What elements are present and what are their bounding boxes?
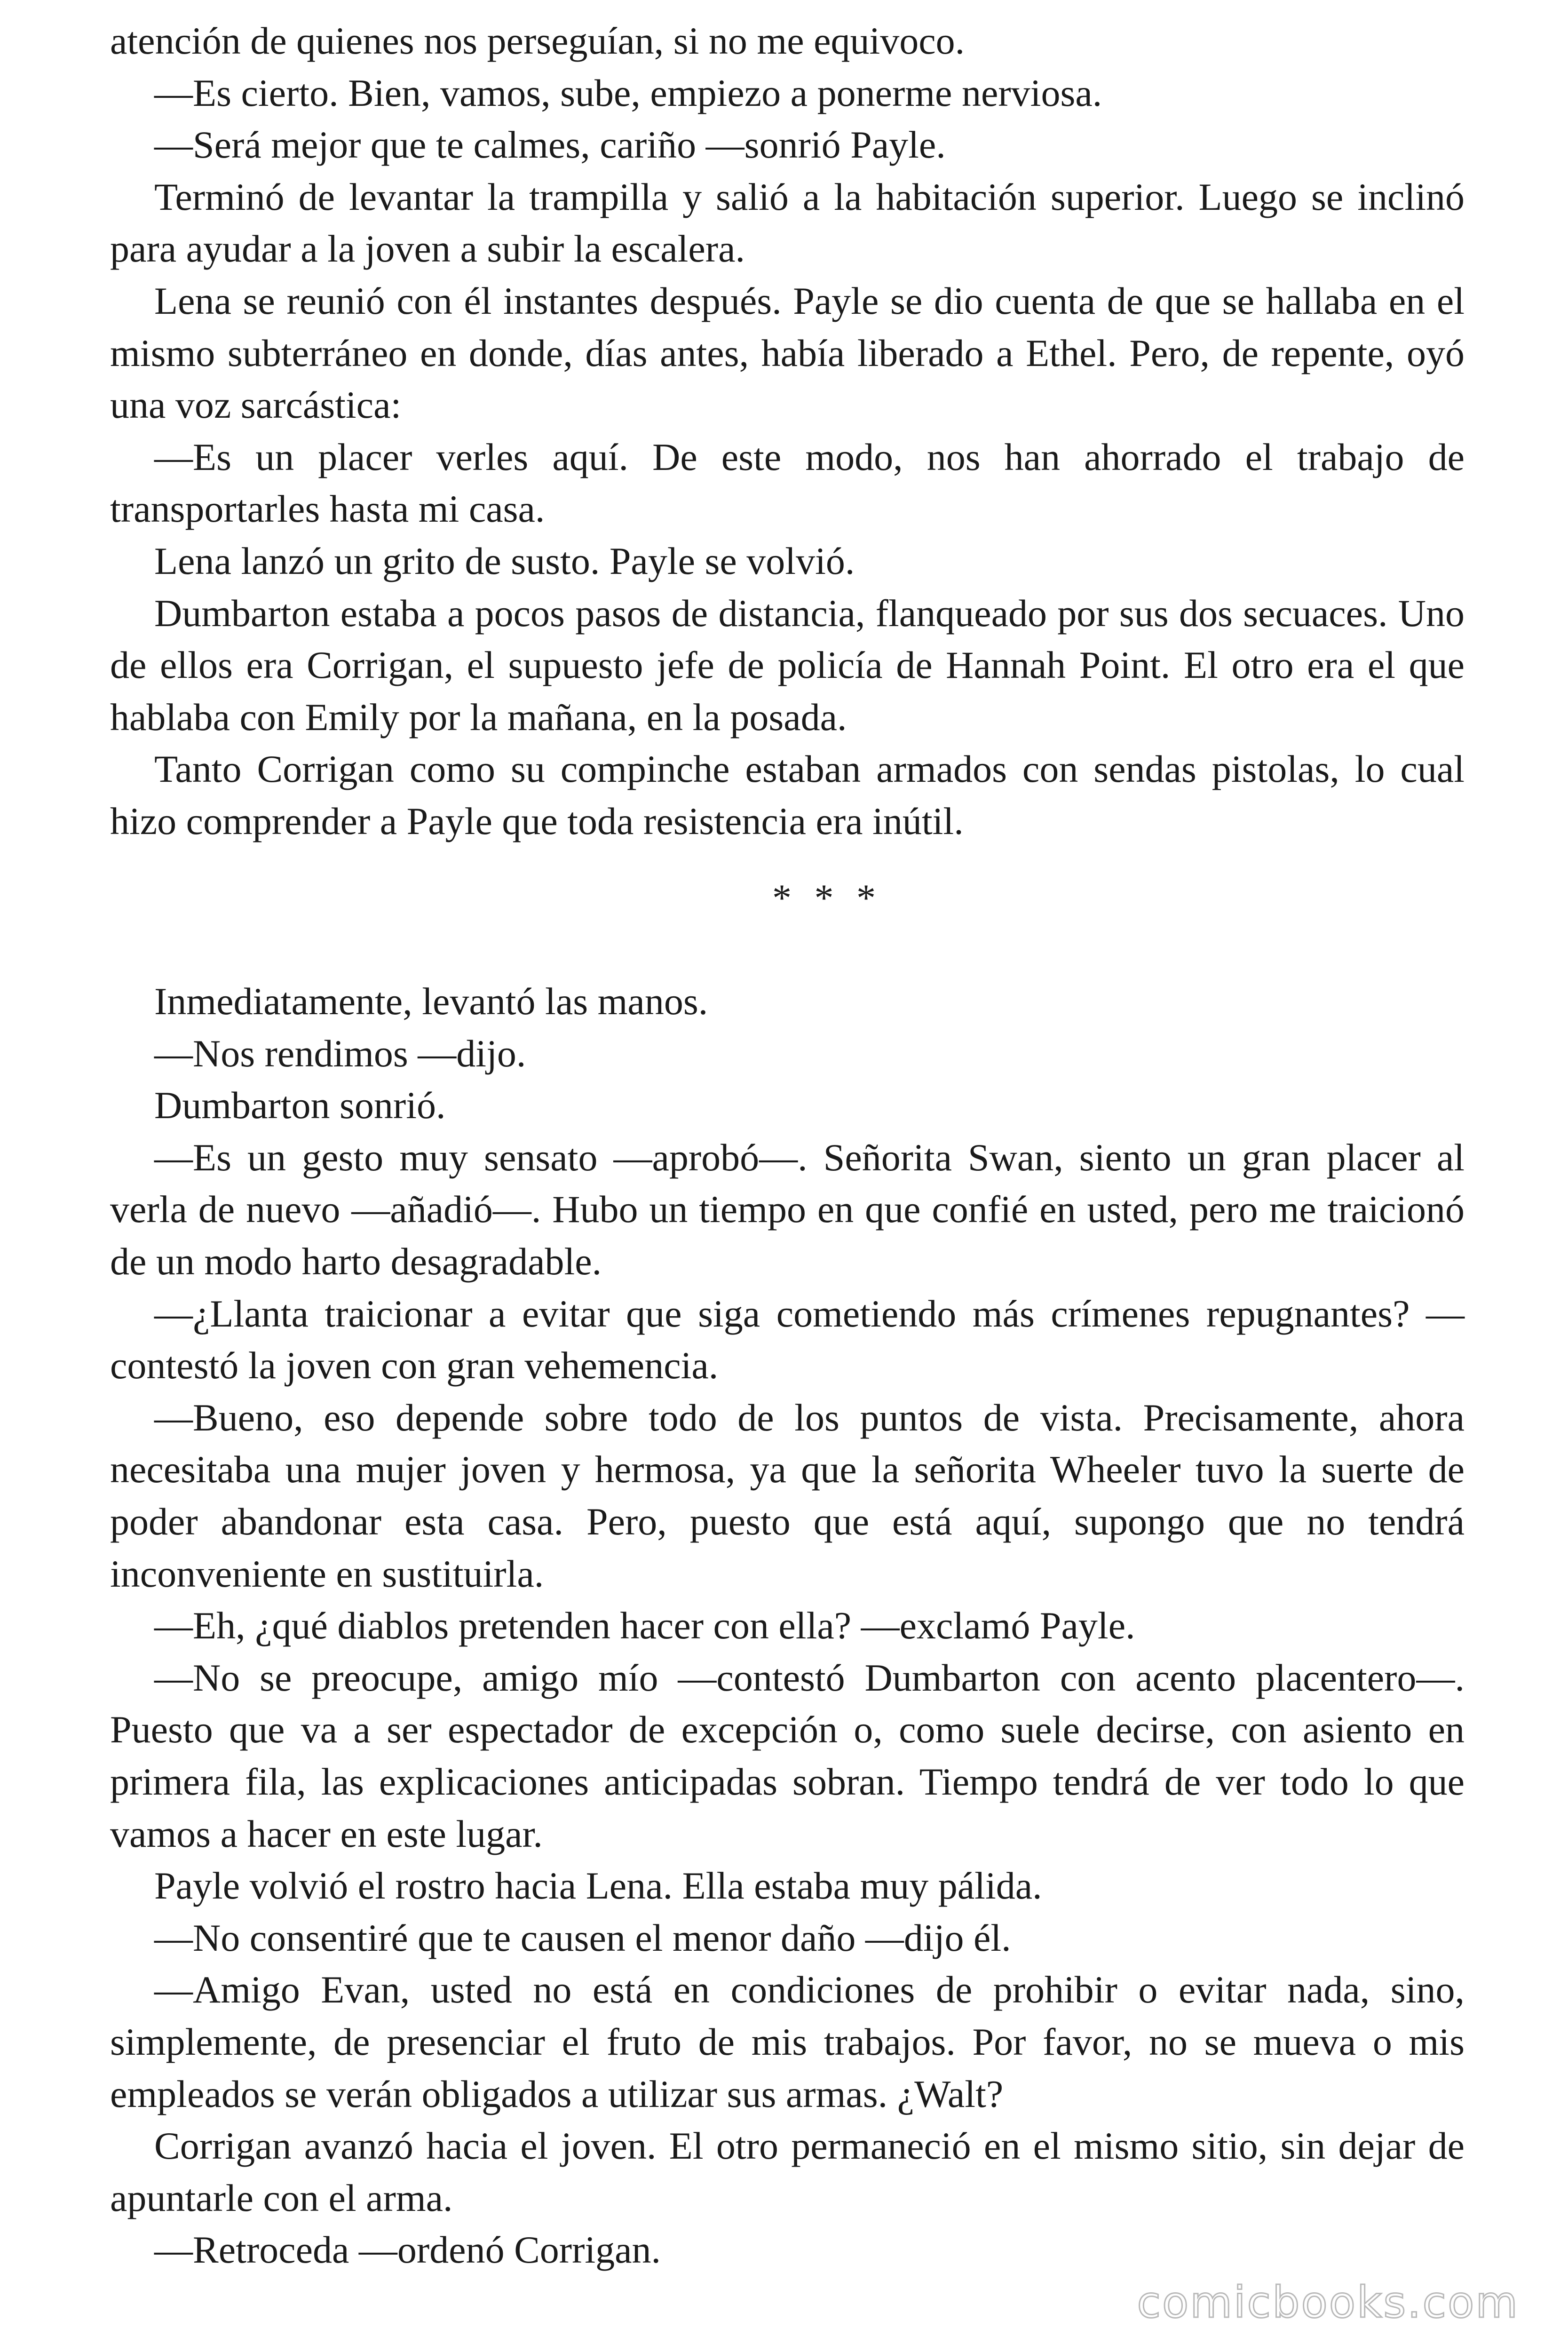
paragraph: —No consentiré que te causen el menor daño —dijo él.: [154, 1916, 1011, 1959]
paragraph: Dumbarton estaba a pocos pasos de distancia, flanqueado por sus dos secuaces. Uno de ellos era Corrigan, el supuesto jefe de policía de Hannah Point. El otro era el que hablaba con Emily por la mañana, en la posada.: [110, 591, 1465, 739]
paragraph: Payle volvió el rostro hacia Lena. Ella estaba muy pálida.: [154, 1864, 1042, 1907]
paragraph: —Bueno, eso depende sobre todo de los puntos de vista. Precisamente, ahora necesitaba una mujer joven y hermosa, ya que la señorita Wheeler tuvo la suerte de poder abandonar esta casa. Pero, puesto que está aquí, supongo que no tendrá inconveniente en sustituirla.: [110, 1396, 1465, 1595]
paragraph: —Es un placer verles aquí. De este modo, nos han ahorrado el trabajo de transportarles hasta mi casa.: [110, 435, 1465, 531]
paragraph: —No se preocupe, amigo mío —contestó Dumbarton con acento placentero—. Puesto que va a ser espectador de excepción o, como suele decirse, con asiento en primera fila, las explicaciones anticipadas sobran. Tiempo tendrá de ver todo lo que vamos a hacer en este lugar.: [110, 1656, 1465, 1855]
paragraph: Corrigan avanzó hacia el joven. El otro permaneció en el mismo sitio, sin dejar de apuntarle con el arma.: [110, 2124, 1465, 2219]
paragraph-continuation: atención de quienes nos perseguían, si no me equivoco.: [110, 19, 965, 62]
paragraph: Lena lanzó un grito de susto. Payle se volvió.: [154, 539, 855, 582]
paragraph: —¿Llanta traicionar a evitar que siga cometiendo más crímenes repugnantes? —contestó la joven con gran vehemencia.: [110, 1292, 1465, 1387]
watermark: comicbooks.com: [1137, 2277, 1519, 2328]
paragraph: Tanto Corrigan como su compinche estaban armados con sendas pistolas, lo cual hizo comprender a Payle que toda resistencia era inútil.: [110, 747, 1465, 842]
paragraph: —Amigo Evan, usted no está en condiciones de prohibir o evitar nada, sino, simplemente, de presenciar el fruto de mis trabajos. Por favor, no se mueva o mis empleados se verán obligados a utilizar sus armas. ¿Walt?: [110, 1968, 1465, 2115]
paragraph: —Eh, ¿qué diablos pretenden hacer con ella? —exclamó Payle.: [154, 1604, 1135, 1647]
paragraph: —Es cierto. Bien, vamos, sube, empiezo a ponerme nerviosa.: [154, 71, 1102, 114]
paragraph: —Retroceda —ordenó Corrigan.: [154, 2228, 661, 2272]
text-block-after-break: [110, 976, 1465, 2276]
paragraph: Terminó de levantar la trampilla y salió a la habitación superior. Luego se inclinó para ayudar a la joven a subir la escalera.: [110, 175, 1465, 270]
paragraph: —Es un gesto muy sensato —aprobó—. Señorita Swan, siento un gran placer al verla de nuevo —añadió—. Hubo un tiempo en que confié en usted, pero me traicionó de un modo harto desagradable.: [110, 1136, 1465, 1283]
section-break: * * *: [772, 876, 882, 919]
page-body: [110, 15, 1465, 2276]
paragraph: Lena se reunió con él instantes después. Payle se dio cuenta de que se hallaba en el mismo subterráneo en donde, días antes, había liberado a Ethel. Pero, de repente, oyó una voz sarcástica:: [110, 279, 1465, 427]
text-block-before-break: [110, 15, 1465, 848]
paragraph: Dumbarton sonrió.: [154, 1084, 446, 1127]
paragraph: —Será mejor que te calmes, cariño —sonrió Payle.: [154, 123, 946, 167]
paragraph: Inmediatamente, levantó las manos.: [154, 980, 708, 1023]
paragraph: —Nos rendimos —dijo.: [154, 1032, 526, 1075]
